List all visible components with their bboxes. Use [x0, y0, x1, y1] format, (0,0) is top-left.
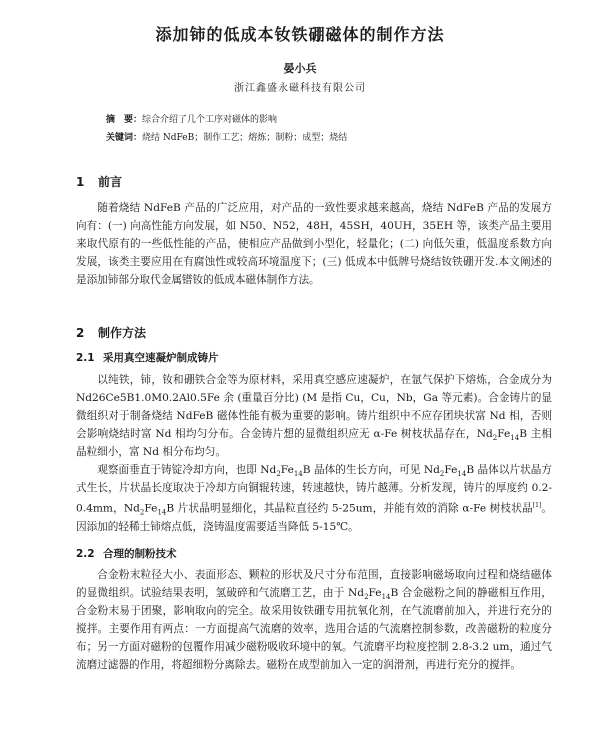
- author-affiliation: 浙江鑫盛永磁科技有限公司: [234, 83, 366, 94]
- subsection-title: 合理的制粉技术: [103, 548, 177, 560]
- section-heading-methods: [76, 324, 146, 341]
- paper-title: 添加铈的低成本钕铁硼磁体的制作方法: [155, 25, 445, 44]
- keywords-label: 关键词：: [106, 133, 143, 143]
- section-heading-intro: [76, 173, 122, 190]
- citation-ref: [1]: [532, 502, 542, 509]
- abstract: [106, 112, 277, 125]
- section-number: 1: [76, 175, 85, 189]
- paragraph-2-1-b: 观察面垂直于铸锭冷却方向，也即 $Nd_2Fe_{14}B$ 晶体的生长方向，可见 $Nd_2Fe_{14}B$ 晶体以片状晶方式生长，片状晶长度取决于冷却方向铜辊转速，转速越快，铸片越薄。分析发现，铸片的厚度约 0.2-0.4mm，$Nd_2Fe_{14}B$ 片状晶明显细化，其晶粒直径约 5-25um，并能有效的消除 α-Fe 树枝状晶[1]。因添加的轻稀土铈熔点低，浇铸温度需要适当降低 5-15℃。: [76, 464, 552, 533]
- subsection-number: 2.1: [76, 352, 95, 364]
- keywords-text: 烧结 NdFeB；制作工艺；熔炼；制粉；成型；烧结: [142, 133, 348, 143]
- paragraph-2-1-a: 以纯铁，铈，钕和硼铁合金等为原材料，采用真空感应速凝炉，在氩气保护下熔炼，合金成分为 Nd26Ce5B1.0M0.2Al0.5Fe 余 (重量百分比) (M 是指 Cu，Cu，Nb，Ga 等元素)。合金铸片的显微组织对于制备烧结 NdFeB 磁体性能有极为重要的影响。铸片组织中不应存团块状富 Nd 相，否则会影响烧结时富 Nd 相均匀分布。合金铸片想的显微组织应无 α-Fe 树枝状晶存在，$Nd_2Fe_{14}B$ 主相晶粒细小，富 Nd 相分布均匀。: [76, 374, 553, 458]
- subsection-heading-2-1: [76, 350, 219, 365]
- section-title: 前言: [98, 175, 123, 189]
- section-title: 制作方法: [98, 326, 147, 340]
- keywords: [106, 130, 347, 143]
- abstract-text: 综合介绍了几个工序对磁体的影响: [142, 115, 278, 125]
- paragraph-2-2: 合金粉末粒径大小、表面形态、颗粒的形状及尺寸分布范围，直接影响磁场取向过程和烧结磁体的显微组织。试验结果表明，氢破碎和气流磨工艺，由于 $Nd_2Fe_{14}B$ 合金磁粉之间的静磁相互作用，合金粉末易于团聚，影响取向的完全。故采用钕铁硼专用抗氧化剂，在气流磨前加入，并进行充分的搅拌。主要作用有两点：一方面提高气流磨的效率，选用合适的气流磨控制参数，改善磁粉的粒度分布；另一方面对磁粉的包覆作用减少磁粉吸收环境中的氧。气流磨平均粒度控制 2.8-3.2 um，通过气流磨过滤器的作用，将超细粉分离除去。磁粉在成型前加入一定的润滑剂，再进行充分的搅拌。: [76, 569, 553, 671]
- subsection-heading-2-2: [76, 546, 177, 561]
- author-name: 晏小兵: [283, 62, 317, 75]
- subsection-number: 2.2: [76, 548, 95, 560]
- section-number: 2: [76, 326, 85, 340]
- intro-paragraph: 随着烧结 NdFeB 产品的广泛应用，对产品的一致性要求越来越高，烧结 NdFeB 产品的发展方向有：(一) 向高性能方向发展，如 N50、N52，48H，45SH，40UH，35EH 等，该类产品主要用来取代原有的一些低性能的产品，使相应产品做到小型化，轻量化；(二) 向低矢重，低温度系数方向发展，该类主要应用在有腐蚀性或较高环境温度下；(三) 低成本中低牌号烧结钕铁硼开发.本文阐述的是添加铈部分取代金属镨钕的低成本磁体制作方法。: [76, 202, 552, 286]
- abstract-label: 摘 要：: [106, 115, 143, 125]
- subsection-title: 采用真空速凝炉制成铸片: [103, 352, 219, 364]
